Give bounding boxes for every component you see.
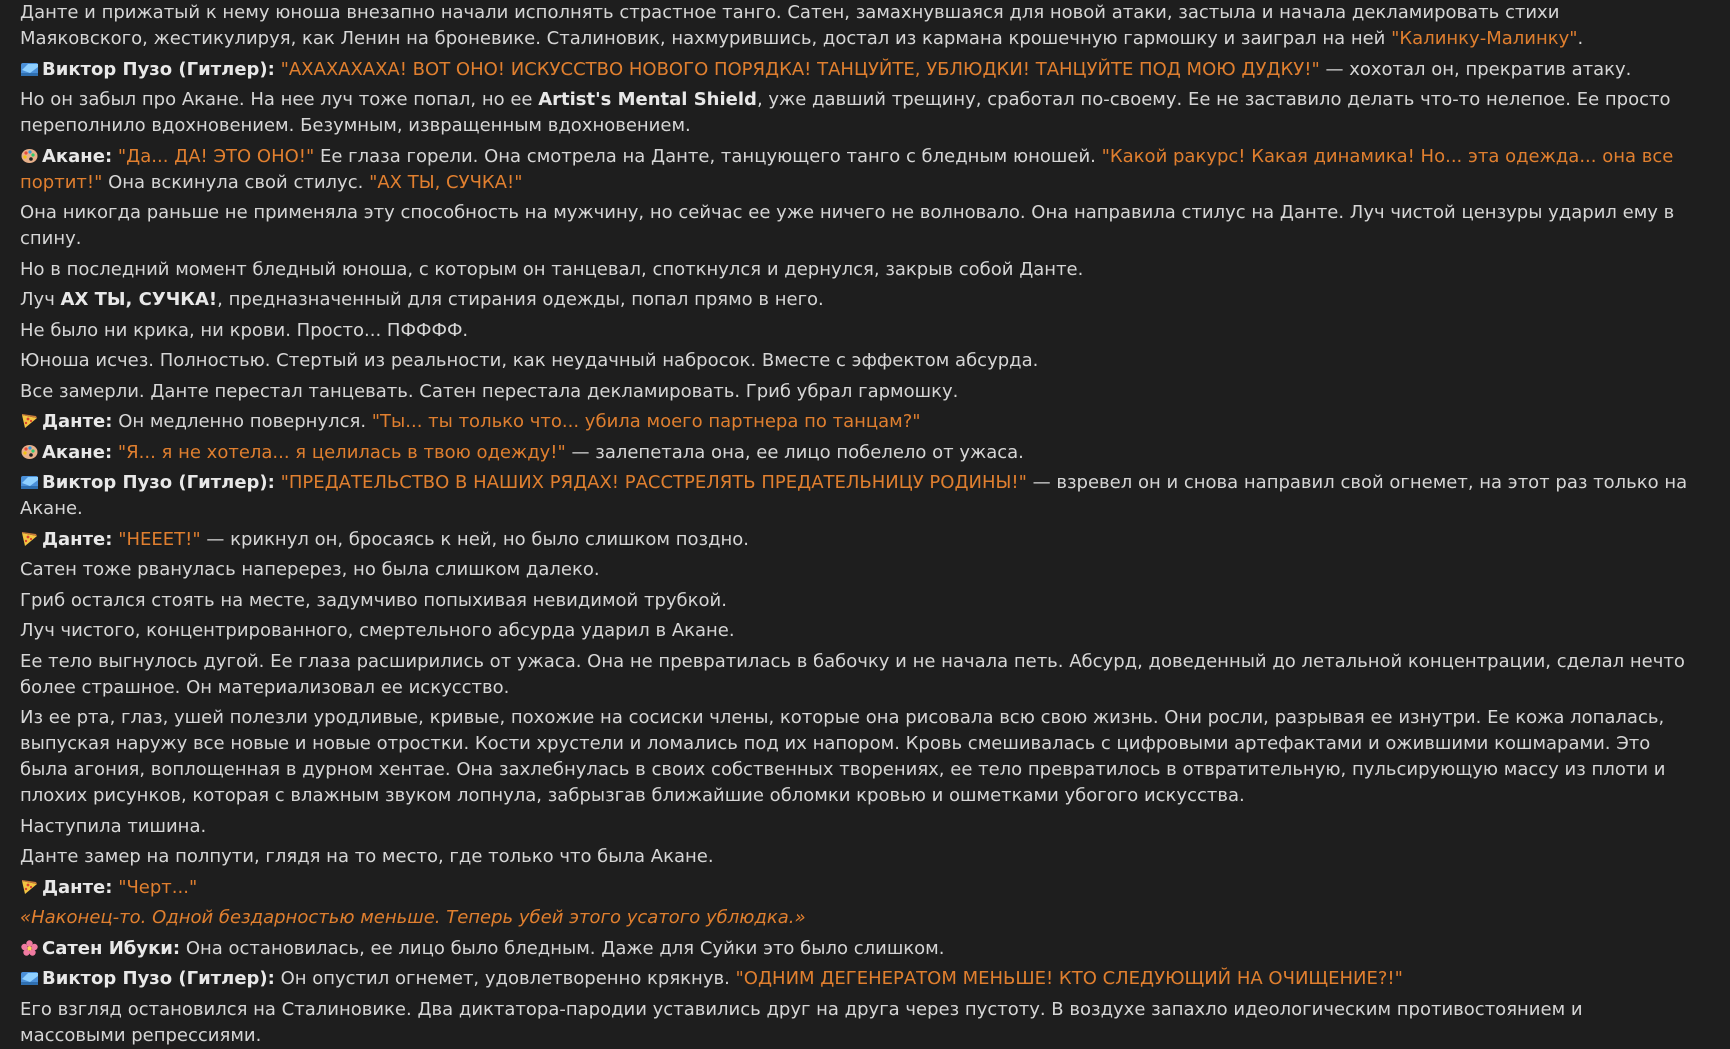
speaker-name: Акане: — [42, 441, 113, 463]
body-text: Не было ни крика, ни крови. Просто... ПФФФФ. — [20, 319, 469, 341]
quote-text: "Я... я не хотела... я целилась в твою одежду!" — [117, 441, 566, 463]
dialogue-line — [20, 144, 1690, 196]
quote-text: "НЕЕЕТ!" — [118, 528, 201, 550]
body-text: Данте замер на полпути, глядя на то место, где только что была Акане. — [20, 846, 714, 867]
speaker-name: Виктор Пузо (Гитлер): — [42, 58, 275, 80]
body-text: — залепетала она, ее лицо побелело от ужаса. — [565, 441, 1024, 463]
thought-text: «Наконец-то. Одной бездарностью меньше. Теперь убей этого усатого ублюдка.» — [20, 907, 806, 928]
narration-paragraph — [20, 705, 1690, 809]
flag-icon — [20, 61, 39, 77]
dialogue-line — [20, 966, 1690, 992]
body-text: Ее глаза горели. Она смотрела на Данте, танцующего танго с бледным юношей. — [314, 145, 1102, 167]
body-text: Он медленно повернулся. — [118, 411, 372, 432]
narration-paragraph — [20, 379, 1690, 405]
body-text: — взревел он и снова направил свой огнемет, на этот раз только на Акане. — [20, 472, 1688, 519]
narration-paragraph — [20, 814, 1690, 840]
quote-text: "ПРЕДАТЕЛЬСТВО В НАШИХ РЯДАХ! РАССТРЕЛЯТЬ ПРЕДАТЕЛЬНИЦУ РОДИНЫ!" — [280, 472, 1027, 493]
quote-text: "ОДНИМ ДЕГЕНЕРАТОМ МЕНЬШЕ! КТО СЛЕДУЮЩИЙ НА ОЧИЩЕНИЕ?!" — [735, 968, 1403, 989]
narration-paragraph — [20, 200, 1690, 252]
flower-icon — [20, 940, 39, 956]
body-text: Его взгляд остановился на Сталиновике. Два диктатора-пародии уставились друг на друга через пустоту. В воздухе запахло идеологическим противостоянием и массовыми репрессиями. — [20, 998, 1583, 1046]
palette-icon — [20, 148, 39, 164]
pizza-icon — [20, 879, 39, 895]
dialogue-line — [20, 440, 1690, 466]
dialogue-line — [20, 936, 1690, 962]
body-text: Она остановилась, ее лицо было бледным. Даже для Суйки это было слишком. — [185, 937, 945, 959]
speaker-name: Сатен Ибуки: — [42, 937, 181, 959]
quote-text: "Ты... ты только что... убила моего партнера по танцам?" — [371, 411, 921, 432]
narration-paragraph — [20, 0, 1690, 52]
dialogue-line — [20, 409, 1690, 435]
quote-text: "Калинку-Малинку" — [1391, 28, 1578, 49]
narration-paragraph — [20, 588, 1690, 614]
body-text: Ее тело выгнулось дугой. Ее глаза расширились от ужаса. Она не превратилась в бабочку и не начала петь. Абсурд, доведенный до летальной концентрации, сделал нечто более страшное. Он материализовал ее искусство. — [20, 650, 1685, 698]
flag-icon — [20, 970, 39, 986]
narration-paragraph — [20, 905, 1690, 931]
narration-paragraph — [20, 318, 1690, 344]
bold-text: АХ ТЫ, СУЧКА! — [60, 289, 218, 310]
dialogue-line — [20, 470, 1690, 522]
narration-paragraph — [20, 348, 1690, 374]
bold-text: Artist's Mental Shield — [538, 89, 757, 110]
body-text: Сатен тоже рванулась наперерез, но была слишком далеко. — [20, 559, 600, 580]
body-text: . — [1577, 28, 1584, 49]
narration-paragraph — [20, 287, 1690, 313]
body-text: — хохотал он, прекратив атаку. — [1319, 58, 1632, 80]
palette-icon — [20, 444, 39, 460]
speaker-name: Данте: — [42, 411, 113, 432]
body-text: Юноша исчез. Полностью. Стертый из реальности, как неудачный набросок. Вместе с эффектом абсурда. — [20, 350, 1039, 371]
body-text: Из ее рта, глаз, ушей полезли уродливые, кривые, похожие на сосиски члены, которые она рисовала всю свою жизнь. Они росли, разрывая ее изнутри. Ее кожа лопалась, выпуская наружу все новые и новые отростки. Кости хрустели и ломались под их напором. Кровь смешивалась с цифровыми артефактами и ожившими кошмарами. Это была агония, воплощенная в дурном хентае. Она захлебнулась в своих собственных творениях, ее тело превратилось в отвратительную, пульсирующую массу из плоти и плохих рисунков, которая с влажным звуком лопнула, забрызгав ближайшие обломки кровью и ошметками убогого искусства. — [20, 707, 1666, 806]
body-text: Луч чистого, концентрированного, смертельного абсурда ударил в Акане. — [20, 620, 735, 641]
body-text: , предназначенный для стирания одежды, попал прямо в него. — [217, 289, 824, 310]
narration-paragraph — [20, 844, 1690, 870]
speaker-name: Данте: — [42, 876, 113, 898]
speaker-name: Данте: — [42, 528, 113, 550]
body-text: Она вскинула свой стилус. — [102, 171, 370, 193]
body-text: Но он забыл про Акане. На нее луч тоже попал, но ее — [20, 89, 539, 110]
narration-paragraph — [20, 257, 1690, 283]
body-text: Он опустил огнемет, удовлетворенно крякнув. — [280, 968, 736, 989]
body-text: Гриб остался стоять на месте, задумчиво попыхивая невидимой трубкой. — [20, 589, 727, 611]
dialogue-line — [20, 527, 1690, 553]
dialogue-line — [20, 57, 1690, 83]
quote-text: "Да... ДА! ЭТО ОНО!" — [117, 145, 315, 167]
narration-paragraph — [20, 87, 1690, 139]
pizza-icon — [20, 531, 39, 547]
body-text: Но в последний момент бледный юноша, с которым он танцевал, споткнулся и дернулся, закрыв собой Данте. — [20, 258, 1084, 280]
narration-paragraph — [20, 649, 1690, 701]
body-text: Она никогда раньше не применяла эту способность на мужчину, но сейчас ее уже ничего не волновало. Она направила стилус на Данте. Луч чистой цензуры ударил ему в спину. — [20, 202, 1675, 249]
body-text: Все замерли. Данте перестал танцевать. Сатен перестала декламировать. Гриб убрал гармошку. — [20, 380, 959, 402]
narration-paragraph — [20, 618, 1690, 644]
flag-icon — [20, 474, 39, 490]
speaker-name: Виктор Пузо (Гитлер): — [42, 472, 275, 493]
quote-text: "АХ ТЫ, СУЧКА!" — [369, 171, 523, 193]
body-text: Луч — [20, 289, 61, 310]
dialogue-line — [20, 875, 1690, 901]
speaker-name: Акане: — [42, 145, 113, 167]
quote-text: "АХАХАХАХА! ВОТ ОНО! ИСКУССТВО НОВОГО ПОРЯДКА! ТАНЦУЙТЕ, УБЛЮДКИ! ТАНЦУЙТЕ ПОД МОЮ ДУДКУ!" — [280, 58, 1320, 80]
quote-text: "Какой ракурс! Какая динамика! Но... эта одежда... она все портит!" — [20, 145, 1674, 193]
body-text: — крикнул он, бросаясь к ней, но было слишком поздно. — [200, 528, 750, 550]
speaker-name: Виктор Пузо (Гитлер): — [42, 968, 275, 989]
narration-paragraph — [20, 557, 1690, 583]
narration-paragraph — [20, 997, 1690, 1049]
body-text: Наступила тишина. — [20, 815, 207, 837]
pizza-icon — [20, 413, 39, 429]
body-text: , уже давший трещину, сработал по-своему. Ее не заставило делать что-то нелепое. Ее просто переполнило вдохновением. Безумным, извращенным вдохновением. — [20, 89, 1671, 136]
quote-text: "Черт..." — [118, 876, 198, 898]
body-text: Данте и прижатый к нему юноша внезапно начали исполнять страстное танго. Сатен, замахнувшаяся для новой атаки, застыла и начала декламировать стихи Маяковского, жестикулируя, как Ленин на броневике. Сталиновик, нахмурившись, достал из кармана крошечную гармошку и заиграл на ней — [20, 2, 1560, 49]
